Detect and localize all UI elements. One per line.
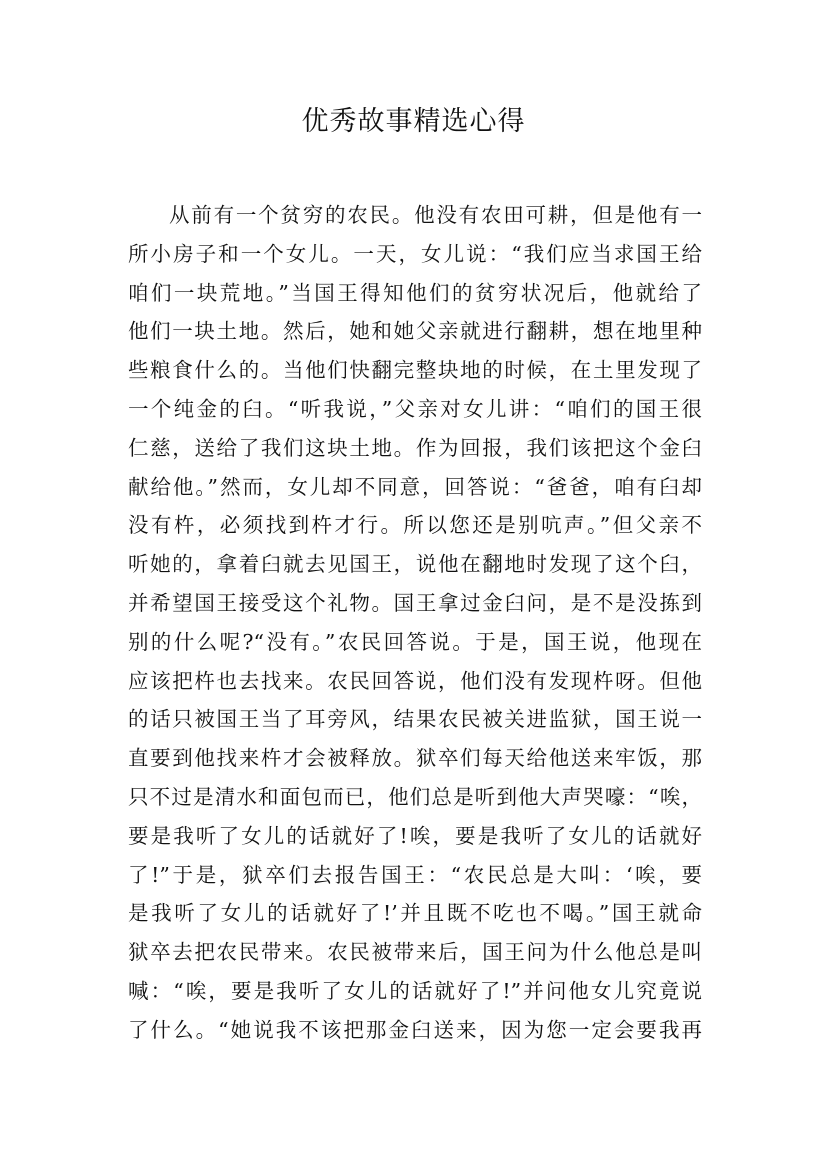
text-line: 一个纯金的臼。“听我说，”父亲对女儿讲：“咱们的国王很 — [128, 396, 702, 421]
text-line: 是我听了女儿的话就好了!’并且既不吃也不喝。”国王就命 — [128, 901, 702, 926]
text-line: 没有杵，必须找到杵才行。所以您还是别吭声。”但父亲不 — [128, 513, 702, 538]
text-line: 直要到他找来杵才会被释放。狱卒们每天给他送来牢饭，那 — [128, 746, 702, 771]
text-line: 从前有一个贫穷的农民。他没有农田可耕，但是他有一 — [169, 203, 702, 227]
text-line: 要是我听了女儿的话就好了!唉，要是我听了女儿的话就好 — [128, 823, 702, 848]
text-line: 咱们一块荒地。”当国王得知他们的贫穷状况后，他就给了 — [128, 280, 702, 305]
text-line: 应该把杵也去找来。农民回答说，他们没有发现杵呀。但他 — [128, 668, 702, 693]
text-line: 仁慈，送给了我们这块土地。作为回报，我们该把这个金臼 — [128, 435, 702, 460]
text-line: 听她的，拿着臼就去见国王，说他在翻地时发现了这个臼， — [128, 552, 702, 577]
text-line: 些粮食什么的。当他们快翻完整块地的时候，在土里发现了 — [128, 358, 702, 383]
text-line: 献给他。”然而，女儿却不同意，回答说：“爸爸，咱有臼却 — [128, 474, 702, 499]
document-title: 优秀故事精选心得 — [301, 106, 526, 137]
text-line: 的话只被国王当了耳旁风，结果农民被关进监狱，国王说一 — [128, 707, 702, 732]
text-line: 狱卒去把农民带来。农民被带来后，国王问为什么他总是叫 — [128, 940, 702, 965]
text-line: 所小房子和一个女儿。一天，女儿说：“我们应当求国王给 — [128, 241, 702, 266]
body-paragraph — [128, 196, 702, 1050]
text-line: 喊：“唉，要是我听了女儿的话就好了!”并问他女儿究竟说 — [128, 978, 702, 1003]
text-line: 并希望国王接受这个礼物。国王拿过金臼问，是不是没拣到 — [128, 590, 702, 615]
text-line: 别的什么呢?“没有。”农民回答说。于是，国王说，他现在 — [128, 629, 702, 654]
text-line: 了!”于是，狱卒们去报告国王：“农民总是大叫：‘唉，要 — [128, 862, 702, 887]
text-line: 他们一块土地。然后，她和她父亲就进行翻耕，想在地里种 — [128, 319, 702, 344]
text-line: 只不过是清水和面包而已，他们总是听到他大声哭嚎：“唉， — [128, 784, 702, 809]
text-line: 了什么。“她说我不该把那金臼送来，因为您一定会要我再 — [128, 1017, 702, 1042]
